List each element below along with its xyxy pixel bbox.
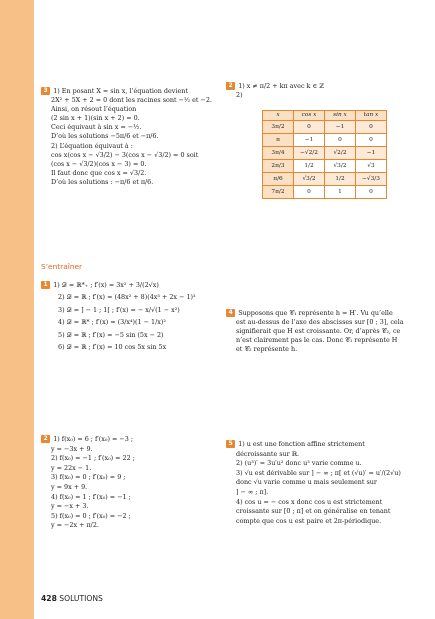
ex2-line-2: 2): [236, 91, 243, 100]
t2-line-7: 4) f(x₀) = 1 ; f′(x₀) = −1 ;: [51, 492, 131, 501]
t5-line-6: ] − ∞ ; π].: [236, 488, 269, 497]
t1-line-4: 4) 𝒟 = ℝ* ; f′(x) = (3/x⁴)(1 − 1/x)²: [58, 318, 166, 327]
table-row: [263, 121, 387, 134]
table-cell: 2π/3: [263, 160, 294, 173]
ex3-line-4: (2 sin x + 1)(sin x + 2) = 0.: [51, 114, 140, 123]
table-row: [263, 186, 387, 199]
table-header-cell: tan x: [356, 111, 387, 121]
table-header-cell: sin x: [325, 111, 356, 121]
ex3-line-8: cos x(cos x − √3/2) − 3(cos x − √3/2) = 0 soit: [51, 150, 199, 159]
t2-badge: 2: [41, 435, 50, 443]
table-cell: 3π/2: [263, 121, 294, 134]
t5-line-7: 4) cos u = − cos x donc cos u est strictement: [236, 497, 383, 506]
footer-label: SOLUTIONS: [59, 594, 103, 603]
table-cell: √3/2: [325, 160, 356, 173]
table-cell: 1/2: [325, 173, 356, 186]
exercise-2-block: [226, 82, 324, 100]
ex3-line-1: 3 1) En posant X = sin x, l’équation devient: [41, 87, 212, 96]
table-row: [263, 173, 387, 186]
t5-line-2: décroissante sur ℝ.: [236, 449, 300, 458]
table-cell: 1/2: [294, 160, 325, 173]
t4-line-2: est au-dessus de l’axe des abscisses sur [0 ; 3], cela: [236, 318, 404, 327]
t4-line-1: 4 Supposons que 𝒞₁ représente h = H′. Vu qu’elle: [226, 309, 404, 318]
ex2-line-1: 2 1) x ≠ π/2 + kπ avec k ∈ ℤ: [226, 82, 324, 91]
page-footer: [41, 594, 103, 605]
table-row: [263, 147, 387, 160]
trig-values-table: [262, 110, 387, 199]
t5-line-8: croissante sur [0 ; π] et on généralise en tenant: [236, 507, 391, 516]
table-cell: 0: [294, 121, 325, 134]
t2-line-1: 2 1) f(x₀) = 6 ; f′(x₀) = −3 ;: [41, 435, 135, 445]
t5-line-1: 5 1) u est une fonction affine strictement: [226, 440, 401, 450]
t1-line-5: 5) 𝒟 = ℝ ; f′(x) = −5 sin (5x − 2): [58, 330, 164, 339]
t4-line-5: et 𝒞₂ représente h.: [236, 345, 298, 354]
t4-badge: 4: [226, 309, 235, 317]
t2-line-2: y = −3x + 9.: [51, 444, 93, 453]
table-cell: −1: [294, 134, 325, 147]
table-cell: 7π/2: [263, 186, 294, 199]
table-cell: π/6: [263, 173, 294, 186]
table-cell: −1: [356, 147, 387, 160]
ex3-line-9: (cos x − √3/2)(cos x − 3) = 0.: [51, 159, 147, 168]
table-cell: −√3/3: [356, 173, 387, 186]
t5-line-5: donc √u varie comme u mais seulement sur: [236, 478, 377, 487]
section-heading: S’entraîner: [41, 262, 83, 271]
t2-line-10: y = −2x + π/2.: [51, 521, 99, 530]
t2-line-5: 3) f(x₀) = 0 ; f′(x₀) = 9 ;: [51, 473, 126, 482]
t5-badge: 5: [226, 440, 235, 448]
table-cell: √3/2: [294, 173, 325, 186]
page-margin-band: [0, 0, 34, 619]
t4-line-3: signifierait que H est croissante. Or, d’après 𝒞₂, ce: [236, 327, 401, 336]
table-row: [263, 160, 387, 173]
training-exercise-5-block: [226, 440, 401, 526]
t5-line-4: 3) √u est dérivable sur ] − ∞ ; π[ et (√u)′ = u′/(2√u): [236, 468, 401, 477]
table-cell: −√2/2: [294, 147, 325, 160]
t1-line-2: 2) 𝒟 = ℝ ; f′(x) = (48x² + 8)(4x³ + 2x − 1)³: [58, 293, 196, 302]
table-cell: 3π/4: [263, 147, 294, 160]
table-cell: 0: [356, 134, 387, 147]
table-cell: √3: [356, 160, 387, 173]
t2-line-9: 5) f(x₀) = 0 ; f′(x₀) = −2 ;: [51, 511, 131, 520]
page-number: 428: [41, 594, 57, 603]
t1-line-1: 1 1) 𝒟 = ℝ*₊ ; f′(x) = 3x² + 3/(2√x): [41, 279, 196, 291]
t1-badge: 1: [41, 281, 50, 289]
t2-line-3: 2) f(x₀) = −1 ; f′(x₀) = 22 ;: [51, 454, 135, 463]
table-cell: −1: [325, 121, 356, 134]
ex3-line-3: Ainsi, on résout l’équation: [51, 105, 137, 114]
ex3-line-10: Il faut donc que cos x = √3/2.: [51, 168, 147, 177]
training-exercise-2-block: [41, 435, 135, 531]
training-exercise-1-block: [41, 279, 196, 354]
table-row: [263, 134, 387, 147]
table-cell: √2/2: [325, 147, 356, 160]
ex3-line-2: 2X² + 5X + 2 = 0 dont les racines sont −½ et −2.: [51, 96, 212, 105]
table-cell: 0: [325, 134, 356, 147]
t1-line-3: 3) 𝒟 = ] − 1 ; 1[ ; f′(x) = − x/√(1 − x²): [58, 305, 180, 314]
t5-line-9: compte que cos u est paire et 2π-périodique.: [236, 516, 382, 525]
ex3-line-11: D’où les solutions : −π/6 et π/6.: [51, 177, 154, 186]
table-header-cell: cos x: [294, 111, 325, 121]
ex3-line-6: D’où les solutions −5π/6 et −π/6.: [51, 132, 159, 141]
table-cell: 0: [356, 121, 387, 134]
t2-line-8: y = −x + 3.: [51, 502, 89, 511]
ex3-line-7: 2) L’équation équivaut à :: [51, 141, 133, 150]
ex2-badge: 2: [226, 82, 235, 90]
training-exercise-4-block: [226, 309, 404, 354]
table-header-cell: x: [263, 111, 294, 121]
t2-line-4: y = 22x − 1.: [51, 463, 92, 472]
exercise-3-block: [41, 87, 212, 187]
table-header-row: [263, 111, 387, 121]
t2-line-6: y = 9x + 9.: [51, 483, 88, 492]
t5-line-3: 2) (u³)′ = 3u′u² donc u³ varie comme u.: [236, 459, 362, 468]
t1-line-6: 6) 𝒟 = ℝ ; f′(x) = 10 cos 5x sin 5x: [58, 343, 167, 352]
ex3-line-5: Ceci équivaut à sin x = −½.: [51, 123, 142, 132]
t4-line-4: n’est clairement pas le cas. Donc 𝒞₁ représente H: [236, 336, 398, 345]
table-cell: 0: [356, 186, 387, 199]
ex3-badge: 3: [41, 87, 50, 95]
table-cell: π: [263, 134, 294, 147]
table-cell: 1: [325, 186, 356, 199]
table-cell: 0: [294, 186, 325, 199]
